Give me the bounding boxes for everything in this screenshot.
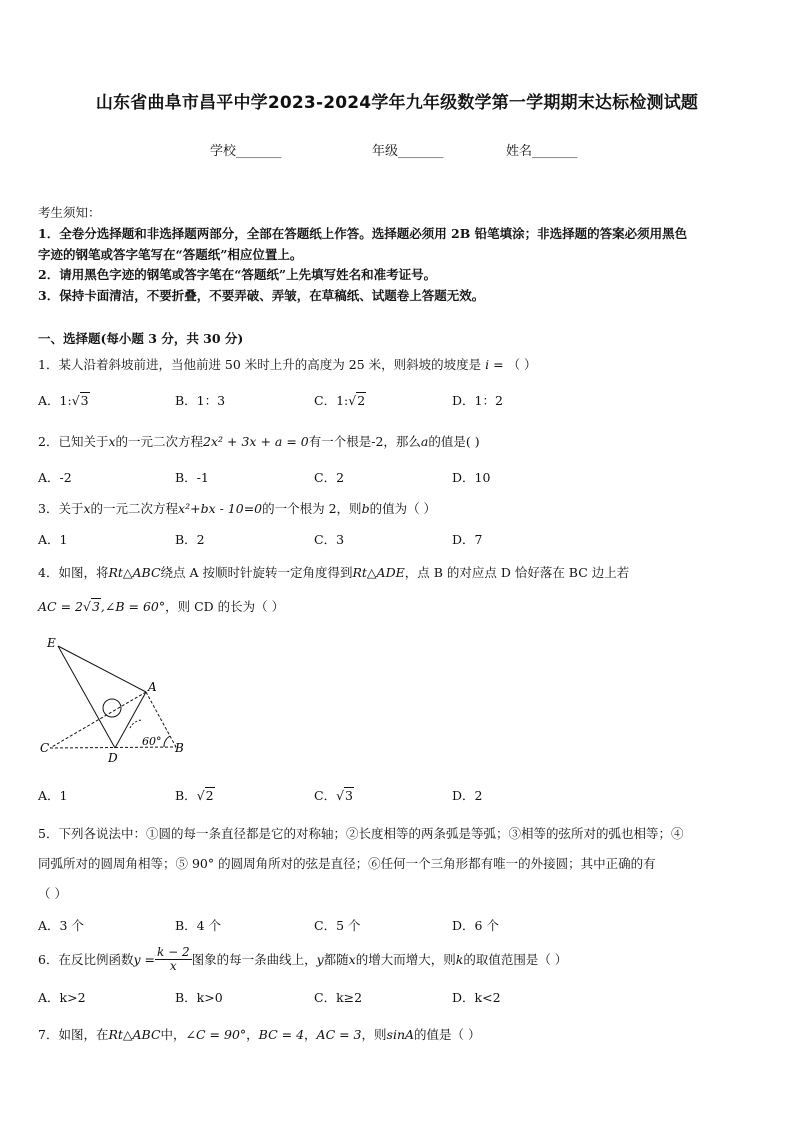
q6-var-y: y: [316, 951, 324, 967]
student-info-row: [210, 140, 610, 160]
q6-numerator: k − 2: [156, 944, 190, 959]
sqrt-symbol: √2: [196, 788, 214, 803]
q5-option-d[interactable]: D．6 个: [452, 918, 499, 933]
q7-cond-angle: ∠C = 90°: [185, 1027, 247, 1042]
q6-denominator: x: [169, 958, 177, 973]
q3-option-a[interactable]: A．1: [38, 532, 68, 547]
grade-field[interactable]: 年级_______: [372, 144, 444, 159]
q3-text-4: 的值为（ ）: [369, 501, 437, 516]
q6-option-a[interactable]: A．k>2: [38, 990, 86, 1005]
q1-c-label: C．1:: [314, 393, 349, 408]
q4-cond-ac: AC = 2: [38, 599, 83, 614]
q6-var-x: x: [348, 951, 356, 967]
q4-option-a[interactable]: A．1: [38, 788, 68, 803]
q1-a-label: A．1:: [38, 393, 72, 408]
sqrt-symbol: √3: [82, 599, 100, 614]
q3-option-c[interactable]: C．3: [314, 532, 345, 547]
q1-stem-text: 1．某人沿着斜坡前进，当他前进 50 米时上升的高度为 25 米，则斜坡的坡度是: [38, 357, 482, 372]
q4-triangle-figure: [30, 628, 200, 768]
label-c: C: [40, 741, 50, 755]
q7-text-1: 7．如图，在: [38, 1027, 109, 1042]
q7-cond-bc: BC = 4: [258, 1027, 305, 1042]
q5-option-a[interactable]: A．3 个: [38, 918, 84, 933]
q3-var-x: x: [83, 501, 91, 516]
notice-item-1-line2: 字迹的钢笔或答字笔写在“答题纸”相应位置上。: [38, 247, 303, 262]
q3-equation: x²+bx - 10=0: [178, 501, 263, 516]
q2-option-c[interactable]: C．2: [314, 470, 345, 485]
q7-expr: sinA: [386, 1027, 415, 1042]
segment-ac: [50, 692, 146, 748]
q4-triangle-ade: Rt△ADE: [352, 565, 405, 580]
q6-text-3: 都随: [323, 952, 349, 967]
q4-text-3: ，点 B 的对应点 D 恰好落在 BC 边上若: [404, 565, 630, 580]
notice-item-2: 2．请用黑色字迹的钢笔或答字笔在“答题纸”上先填写姓名和准考证号。: [38, 267, 437, 282]
q4-text-2: 绕点 A 按顺时针旋转一定角度得到: [160, 565, 353, 580]
school-field[interactable]: 学校_______: [210, 144, 282, 159]
q6-fraction: [155, 946, 192, 973]
q7-sep-2: ，: [304, 1027, 317, 1042]
question-4-stem: [38, 563, 629, 581]
q6-option-b[interactable]: B．k>0: [175, 990, 223, 1005]
label-b: B: [175, 741, 184, 755]
q3-text-3: 的一个根为 2，则: [262, 501, 362, 516]
angle-arc-b: [164, 736, 170, 747]
q6-text-5: 的取值范围是（ ）: [463, 952, 568, 967]
q2-text-3: 有一个根是-2，那么: [308, 434, 421, 449]
q4-b-label: B．: [175, 788, 197, 803]
q4-c-radicand: 3: [345, 788, 353, 803]
q2-text-2: 的一元二次方程: [115, 434, 204, 449]
q4-cond-text: ，则 CD 的长为（ ）: [165, 599, 285, 614]
q7-text-3: ，则: [361, 1027, 387, 1042]
q3-text-1: 3．关于: [38, 501, 84, 516]
q1-option-a[interactable]: [38, 391, 90, 409]
q2-var-a: a: [420, 434, 429, 449]
q6-option-c[interactable]: C．k≥2: [314, 990, 363, 1005]
question-5-line2: 同弧所对的圆周角相等；⑤ 90° 的圆周角所对的弦是直径；⑥任何一个三角形都有唯一的外接圆；其中正确的有: [38, 856, 656, 871]
q3-option-d[interactable]: D．7: [452, 532, 483, 547]
q4-b-radicand: 2: [205, 788, 214, 803]
question-6-stem: [38, 944, 567, 974]
question-2-stem: [38, 432, 480, 450]
q6-text-1: 6．在反比例函数: [38, 952, 134, 967]
question-5-line1: 5．下列各说法中：①圆的每一条直径都是它的对称轴；②长度相等的两条弧是等弧；③相等的弦所对的弧也相等；④: [38, 826, 684, 841]
notice-item-1-line1: 1．全卷分选择题和非选择题两部分，全部在答题纸上作答。选择题必须用 2B 铅笔填涂；非选择题的答案必须用黑色: [38, 226, 688, 241]
q5-option-b[interactable]: B．4 个: [175, 918, 222, 933]
q3-text-2: 的一元二次方程: [90, 501, 179, 516]
question-7-stem: [38, 1025, 481, 1043]
q7-triangle: Rt△ABC: [108, 1027, 161, 1042]
q4-option-b[interactable]: [175, 786, 215, 804]
sqrt-symbol: √3: [71, 393, 89, 408]
q1-option-d[interactable]: D．1：2: [452, 393, 503, 408]
q2-var-x: x: [108, 434, 116, 449]
q7-sep-1: ，: [246, 1027, 259, 1042]
page-title: 山东省曲阜市昌平中学2023-2024学年九年级数学第一学期期末达标检测试题: [95, 93, 699, 113]
q1-c-radicand: 2: [357, 393, 366, 408]
q1-stem-end: = （ ）: [489, 357, 537, 372]
q6-option-d[interactable]: D．k<2: [452, 990, 501, 1005]
q7-text-2: 中，: [160, 1027, 186, 1042]
section-heading: 一、选择题(每小题 3 分，共 30 分): [38, 331, 244, 346]
label-angle-60: 60°: [142, 735, 162, 748]
q2-equation: 2x² + 3x + a = 0: [203, 434, 309, 449]
q5-option-c[interactable]: C．5 个: [314, 918, 361, 933]
question-3-stem: [38, 499, 436, 517]
q6-text-4: 的增大而增大，则: [355, 952, 456, 967]
q1-option-c[interactable]: [314, 391, 366, 409]
q1-a-radicand: 3: [80, 393, 89, 408]
q4-cond-radicand: 3: [91, 599, 100, 614]
q6-function: y =: [133, 951, 155, 967]
q1-var-i: i: [485, 357, 490, 372]
question-1-stem: [38, 355, 537, 373]
q1-option-b[interactable]: B．1：3: [175, 393, 226, 408]
label-e: E: [47, 636, 56, 650]
question-4-condition: [38, 597, 284, 615]
q4-option-d[interactable]: D．2: [452, 788, 483, 803]
q2-option-b[interactable]: B．-1: [175, 470, 209, 485]
q2-text-4: 的值是( ): [428, 434, 480, 449]
q4-triangle-abc: Rt△ABC: [108, 565, 161, 580]
q4-option-c[interactable]: [314, 786, 354, 804]
q7-cond-ac: AC = 3: [316, 1027, 362, 1042]
sqrt-symbol: √3: [336, 788, 353, 803]
label-d: D: [108, 751, 118, 765]
q2-text-1: 2．已知关于: [38, 434, 109, 449]
q4-c-label: C．: [314, 788, 337, 803]
q4-text-1: 4．如图，将: [38, 565, 109, 580]
question-5-line3: （ ）: [38, 886, 67, 901]
name-field[interactable]: 姓名_______: [506, 144, 578, 159]
q7-text-4: 的值是（ ）: [414, 1027, 481, 1042]
q2-option-a[interactable]: A．-2: [38, 470, 72, 485]
q6-text-2: 图象的每一条曲线上，: [191, 952, 317, 967]
q4-cond-angle: ,∠B = 60°: [100, 599, 166, 614]
angle-arc-d: [130, 720, 142, 728]
label-a: A: [148, 680, 157, 694]
q6-var-k: k: [455, 951, 464, 967]
q3-option-b[interactable]: B．2: [175, 532, 205, 547]
notice-heading: 考生须知：: [38, 205, 101, 220]
q2-option-d[interactable]: D．10: [452, 470, 491, 485]
q3-var-b: b: [361, 501, 370, 516]
sqrt-symbol: √2: [348, 393, 366, 408]
notice-item-3: 3．保持卡面清洁，不要折叠，不要弄破、弄皱，在草稿纸、试题卷上答题无效。: [38, 288, 485, 303]
